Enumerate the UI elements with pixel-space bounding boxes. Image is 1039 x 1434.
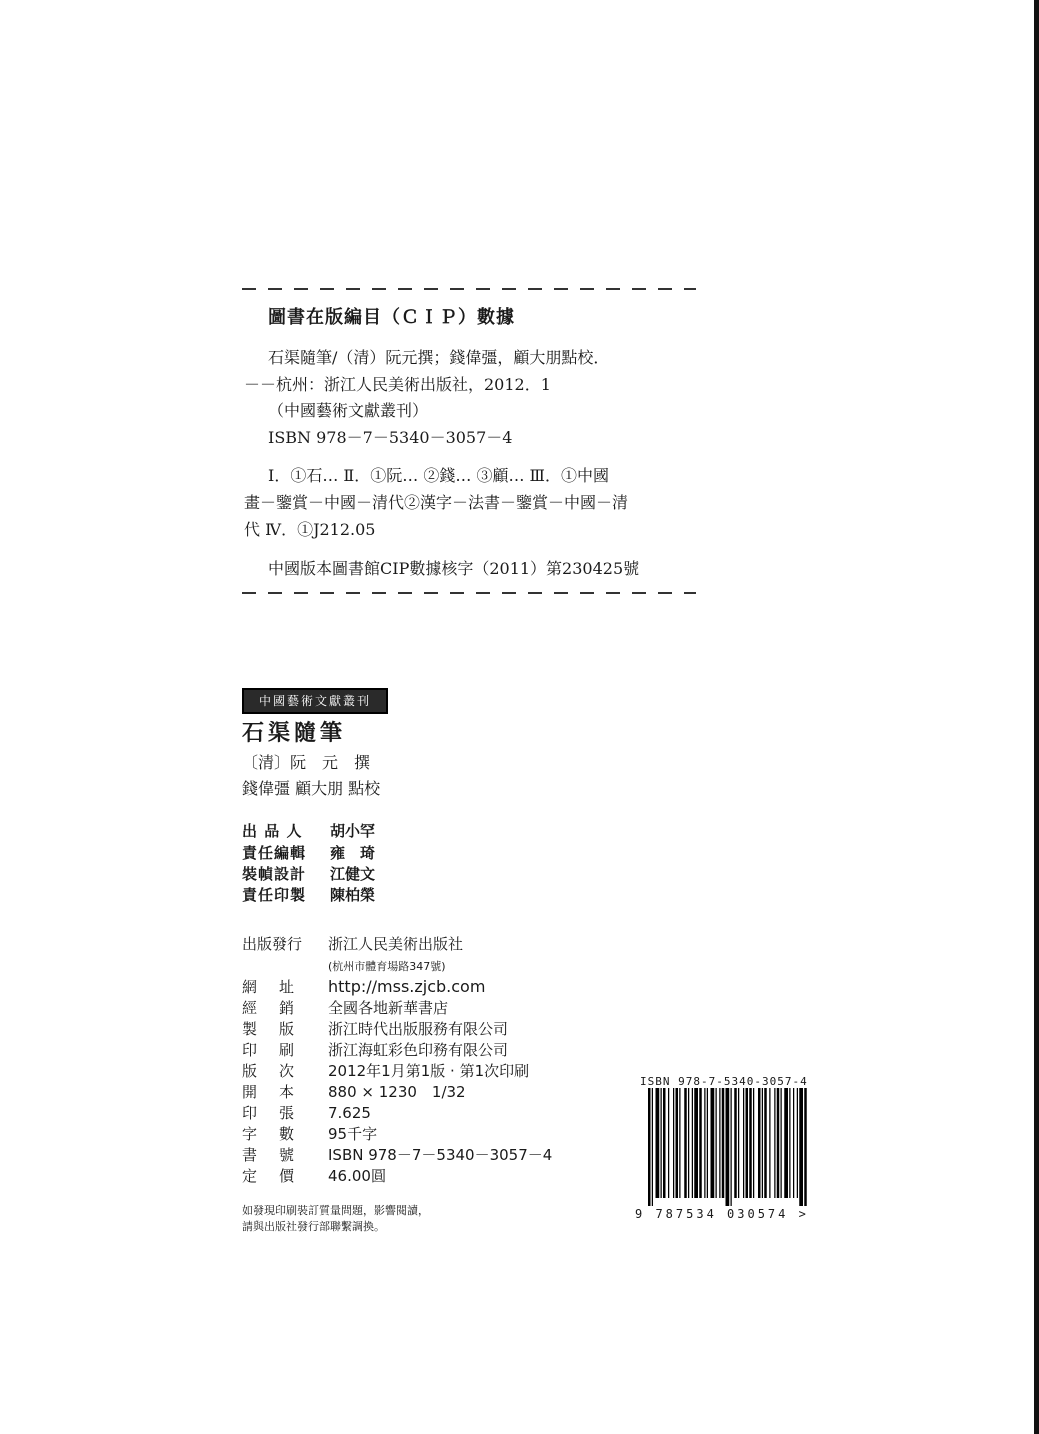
pub-label: 經銷: [242, 999, 317, 1017]
page-edge-border: [1034, 0, 1039, 1434]
barcode-bar: [758, 1088, 761, 1198]
barcode-digits: 9 787534 030574 >: [635, 1207, 809, 1221]
quality-notice-line-1: 如發現印刷裝訂質量問題，影響閱讀，: [242, 1204, 429, 1217]
pub-row: [242, 1060, 529, 1081]
book-title: 石渠隨筆: [242, 720, 347, 746]
barcode-bar: [692, 1088, 693, 1198]
pub-value: 95千字: [328, 1125, 378, 1143]
barcode-bar: [684, 1088, 687, 1198]
publisher-address: (杭州市體育場路347號): [328, 960, 446, 973]
pub-label: 製版: [242, 1020, 317, 1038]
barcode-bar: [676, 1088, 679, 1198]
barcode-bar: [699, 1088, 702, 1198]
pub-label: 印刷: [242, 1041, 317, 1059]
barcode-bar: [738, 1088, 739, 1198]
isbn-barcode: [648, 1088, 808, 1206]
barcode-bar: [797, 1088, 798, 1198]
credit-value: 胡小罕: [330, 822, 376, 840]
barcode-bar: [652, 1088, 653, 1206]
barcode-bar: [784, 1088, 788, 1198]
book-author: 〔清〕阮 元 撰: [242, 753, 371, 772]
credit-label: 裝幀設計: [242, 865, 307, 883]
pub-row: [242, 1039, 508, 1060]
credit-value: 雍 琦: [330, 844, 376, 862]
pub-value: 2012年1月第1版 · 第1次印刷: [328, 1062, 530, 1080]
cip-isbn-line: ISBN 978－7－5340－3057－4: [268, 428, 513, 447]
pub-value: ISBN 978－7－5340－3057－4: [328, 1146, 553, 1164]
series-logo: 中國藝術文獻叢刊: [242, 688, 388, 714]
pub-label: 網址: [242, 978, 317, 996]
barcode-bar: [663, 1088, 666, 1198]
cip-class-line-3: 代 Ⅳ．①J212.05: [244, 520, 376, 539]
book-editors: 錢偉彊 顧大朋 點校: [242, 779, 381, 798]
pub-value: 全國各地新華書店: [328, 999, 449, 1017]
pub-row: [242, 1081, 466, 1102]
cip-series-line: （中國藝術文獻叢刊）: [268, 401, 429, 420]
pub-label: 字數: [242, 1125, 317, 1143]
credit-label: 責任編輯: [242, 844, 307, 862]
barcode-bar: [711, 1088, 715, 1198]
cip-class-line-1: Ⅰ．①石… Ⅱ．①阮… ②錢… ③顧… Ⅲ．①中國: [268, 466, 609, 485]
barcode-bar: [774, 1088, 775, 1198]
pub-row: [242, 1018, 508, 1039]
pub-value: 浙江時代出版服務有限公司: [328, 1020, 509, 1038]
barcode-bar: [688, 1088, 689, 1198]
barcode-bar: [743, 1088, 744, 1198]
pub-row: [242, 997, 448, 1018]
publisher-row: [242, 933, 463, 954]
publisher-name: 浙江人民美術出版社: [328, 935, 464, 953]
pub-label: 開本: [242, 1083, 317, 1101]
barcode-bar: [707, 1088, 708, 1198]
pub-label: 書號: [242, 1146, 317, 1164]
barcode-bar: [777, 1088, 780, 1198]
barcode-bar: [704, 1088, 705, 1198]
quality-notice-line-2: 請與出版社發行部聯繫調換。: [242, 1220, 385, 1233]
barcode-bar: [661, 1088, 662, 1198]
pub-row: [242, 1144, 552, 1165]
barcode-bar: [716, 1088, 717, 1198]
cip-class-line-2: 畫－鑒賞－中國－清代②漢字－法書－鑒賞－中國－清: [244, 493, 629, 512]
cip-top-rule: [242, 288, 696, 290]
credit-label: 責任印製: [242, 886, 307, 904]
barcode-bar: [719, 1088, 720, 1198]
barcode-bar: [789, 1088, 790, 1198]
credit-row: [242, 884, 375, 905]
barcode-bar: [734, 1088, 737, 1198]
barcode-bar: [656, 1088, 660, 1198]
credit-label: 出 品 人: [242, 822, 303, 840]
barcode-bar: [749, 1088, 752, 1198]
barcode-bar: [762, 1088, 763, 1198]
pub-row: [242, 1102, 371, 1123]
barcode-bar: [726, 1088, 730, 1206]
credit-row: [242, 820, 375, 841]
barcode-bar: [746, 1088, 749, 1198]
pub-label: 版次: [242, 1062, 317, 1080]
barcode-bar: [804, 1088, 807, 1206]
cip-bottom-rule: [242, 592, 696, 594]
pub-label: 印張: [242, 1104, 317, 1122]
pub-row-website: [242, 976, 485, 997]
barcode-bar: [769, 1088, 770, 1198]
barcode-bar: [679, 1088, 680, 1198]
pub-value: 46.00圓: [328, 1167, 386, 1185]
cip-heading: 圖書在版編目（ＣＩＰ）數據: [268, 307, 515, 328]
publisher-label: 出版發行: [242, 935, 303, 953]
credit-row: [242, 863, 375, 884]
cip-publisher-line: －－杭州：浙江人民美術出版社，2012．1: [244, 375, 551, 394]
barcode-bar: [781, 1088, 782, 1198]
barcode-bar: [793, 1088, 794, 1198]
cip-title-line: 石渠隨筆/（清）阮元撰；錢偉彊，顧大朋點校．: [268, 348, 610, 367]
pub-value: 880 × 1230 1/32: [328, 1083, 466, 1101]
pub-row: [242, 1123, 377, 1144]
website-link[interactable]: http://mss.zjcb.com: [328, 977, 486, 996]
barcode-isbn-text: ISBN 978-7-5340-3057-4: [640, 1075, 808, 1088]
pub-value: 7.625: [328, 1104, 371, 1122]
credit-row: [242, 842, 375, 863]
barcode-bar: [753, 1088, 754, 1198]
credit-value: 江健文: [330, 865, 376, 883]
cip-approval-line: 中國版本圖書館CIP數據核字（2011）第230425號: [268, 559, 640, 578]
barcode-bar: [648, 1088, 651, 1206]
credit-value: 陳柏榮: [330, 886, 376, 904]
barcode-bar: [764, 1088, 767, 1198]
barcode-bar: [668, 1088, 669, 1198]
pub-value: 浙江海虹彩色印務有限公司: [328, 1041, 509, 1059]
barcode-bar: [722, 1088, 725, 1198]
barcode-bar: [731, 1088, 732, 1206]
barcode-bar: [694, 1088, 698, 1198]
barcode-bar: [673, 1088, 674, 1198]
pub-label: 定價: [242, 1167, 317, 1185]
pub-row: [242, 1165, 386, 1186]
barcode-bar: [799, 1088, 803, 1206]
